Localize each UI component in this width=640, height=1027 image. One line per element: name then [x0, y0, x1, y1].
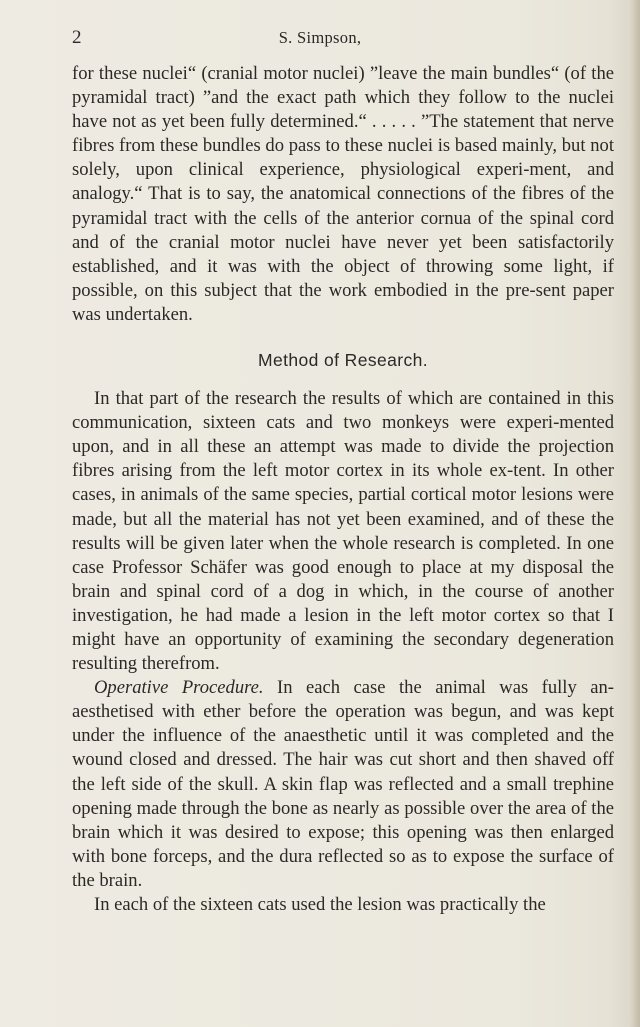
intro-paragraph: for these nuclei“ (cranial motor nuclei) ”leave the main bundles“ (of the pyramidal tract) ”and the exact path which they follow to the nuclei have not as yet been fully determined.“ . . . . . ”The statement that nerve fibres from these bundles do pass to these nuclei is based mainly, but not solely, upon clinical experience, physiological experi-ment, and analogy.“ That is to say, the anatomical connections of the fibres of the pyramidal tract with the cells of the anterior cornua of the spinal cord and of the cranial motor nuclei have never yet been satisfactorily established, and it was with the object of throwing some light, if possible, on this subject that the work embodied in the pre-sent paper was undertaken. — [72, 63, 614, 325]
section-heading: Method of Research. — [257, 350, 429, 371]
continuing-paragraph: In each of the sixteen cats used the lesion was practically the — [94, 894, 546, 915]
page-number: 2 — [72, 27, 82, 48]
page-header — [0, 26, 640, 50]
method-paragraph: In that part of the research the results of which are contained in this communication, sixteen cats and two monkeys were experi-mented upon, and in all these an attempt was made to divide the projection fibres arising from the left motor cortex in its whole ex-tent. In other cases, in animals of the same species, partial cortical motor lesions were made, but all the material has not yet been examined, and of these the results will be given later when the whole research is completed. In one case Professor Schäfer was good enough to place at my disposal the brain and spinal cord of a dog in which, in the course of another investigation, he had made a lesion in the left motor cortex so that I might have an opportunity of examining the secondary degeneration resulting therefrom. — [72, 388, 614, 675]
body-text — [72, 62, 614, 917]
operative-procedure-title: Operative Procedure. — [94, 677, 264, 699]
operative-procedure-text: In each case the animal was fully an-aesthetised with ether before the operation was begun, and was kept under the influence of the anaesthetic until it was completed and the wound closed and dressed. The hair was cut short and then shaved off the left side of the skull. A skin flap was reflected and a small trephine opening made through the bone as nearly as possible over the area of the brain which it was desired to expose; this opening was then enlarged with bone forceps, and the dura reflected so as to expose the surface of the brain. — [72, 677, 614, 891]
page-edge-shadow — [630, 0, 640, 1027]
running-head: S. Simpson, — [278, 28, 362, 47]
operative-paragraph — [72, 676, 614, 893]
